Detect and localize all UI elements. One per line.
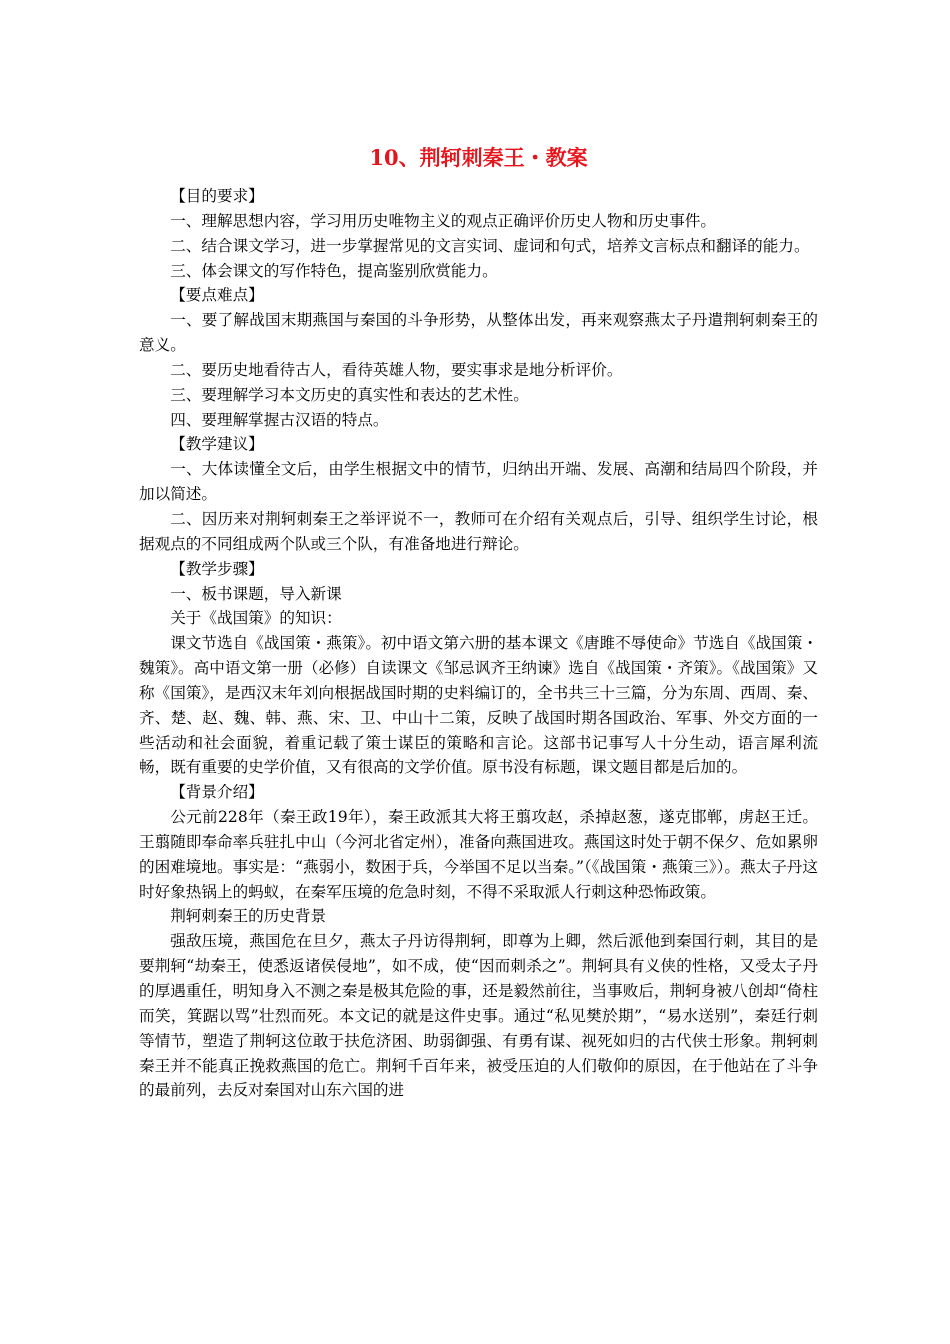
paragraph: 强敌压境，燕国危在旦夕，燕太子丹访得荆轲，即尊为上卿，然后派他到秦国行刺，其目的是要荆轲“劫秦王，使悉返诸侯侵地”，如不成，使“因而刺杀之”。荆轲具有义侠的性格，又受太子丹的厚遇重任，明知身入不测之秦是极其危险的事，还是毅然前往，当事败后，荆轲身被八创却“倚柱而笑，箕踞以骂”壮烈而死。本文记的就是这件史事。通过“私见樊於期”，“易水送别”，秦廷行刺等情节，塑造了荆轲这位敢于扶危济困、助弱御强、有勇有谋、视死如归的古代侠士形象。荆轲刺秦王并不能真正挽救燕国的危亡。荆轲千百年来，被受压迫的人们敬仰的原因，在于他站在了斗争的最前列，去反对秦国对山东六国的进: [139, 932, 818, 1100]
paragraph: 一、大体读懂全文后，由学生根据文中的情节，归纳出开端、发展、高潮和结局四个阶段，并加以简述。: [139, 460, 818, 504]
paragraph: 一、理解思想内容，学习用历史唯物主义的观点正确评价历史人物和历史事件。: [170, 211, 716, 230]
paragraph: 一、要了解战国末期燕国与秦国的斗争形势，从整体出发，再来观察燕太子丹遣荆轲刺秦王的意义。: [139, 311, 818, 355]
paragraph: 二、结合课文学习，进一步掌握常见的文言实词、虚词和句式，培养文言标点和翻译的能力。: [170, 236, 810, 255]
section-heading-objectives: 【目的要求】: [170, 187, 264, 205]
paragraph: 一、板书课题，导入新课: [170, 584, 342, 603]
section-heading-teaching-suggestions: 【教学建议】: [170, 435, 264, 454]
paragraph: 三、要理解学习本文历史的真实性和表达的艺术性。: [170, 385, 529, 404]
paragraph: 二、要历史地看待古人，看待英雄人物，要实事求是地分析评价。: [170, 360, 623, 379]
paragraph: 三、体会课文的写作特色，提高鉴别欣赏能力。: [170, 261, 498, 280]
section-heading-key-points: 【要点难点】: [170, 286, 264, 305]
section-heading-teaching-steps: 【教学步骤】: [170, 559, 264, 578]
paragraph: 荆轲刺秦王的历史背景: [170, 907, 327, 926]
section-heading-background: 【背景介绍】: [170, 783, 264, 802]
paragraph: 关于《战国策》的知识：: [170, 609, 342, 628]
paragraph: 课文节选自《战国策・燕策》。初中语文第六册的基本课文《唐雎不辱使命》节选自《战国策・魏策》。高中语文第一册（必修）自读课文《邹忌讽齐王纳谏》选自《战国策・齐策》。《战国策》又称《国策》，是西汉末年刘向根据战国时期的史料编订的，全书共三十三篇，分为东周、西周、秦、齐、楚、赵、魏、韩、燕、宋、卫、中山十二策，反映了战国时期各国政治、军事、外交方面的一些活动和社会面貌，着重记载了策士谋臣的策略和言论。这部书记事写人十分生动，语言犀利流畅，既有重要的史学价值，又有很高的文学价值。原书没有标题，课文题目都是后加的。: [139, 634, 818, 777]
paragraph: 公元前228年（秦王政19年），秦王政派其大将王翦攻赵，杀掉赵葱，遂克邯郸，虏赵王迁。王翦随即奉命率兵驻扎中山（今河北省定州），准备向燕国进攻。燕国这时处于朝不保夕、危如累卵的困难境地。事实是：“燕弱小，数困于兵，今举国不足以当秦。”（《战国策・燕策三》）。燕太子丹这时好象热锅上的蚂蚁，在秦军压境的危急时刻，不得不采取派人行刺这种恐怖政策。: [139, 808, 818, 901]
paragraph: 四、要理解掌握古汉语的特点。: [170, 410, 389, 429]
document-title: 10、荆轲刺秦王・教案: [369, 145, 588, 170]
paragraph: 二、因历来对荆轲刺秦王之举评说不一，教师可在介绍有关观点后，引导、组织学生讨论，根据观点的不同组成两个队或三个队，有准备地进行辩论。: [139, 509, 818, 553]
